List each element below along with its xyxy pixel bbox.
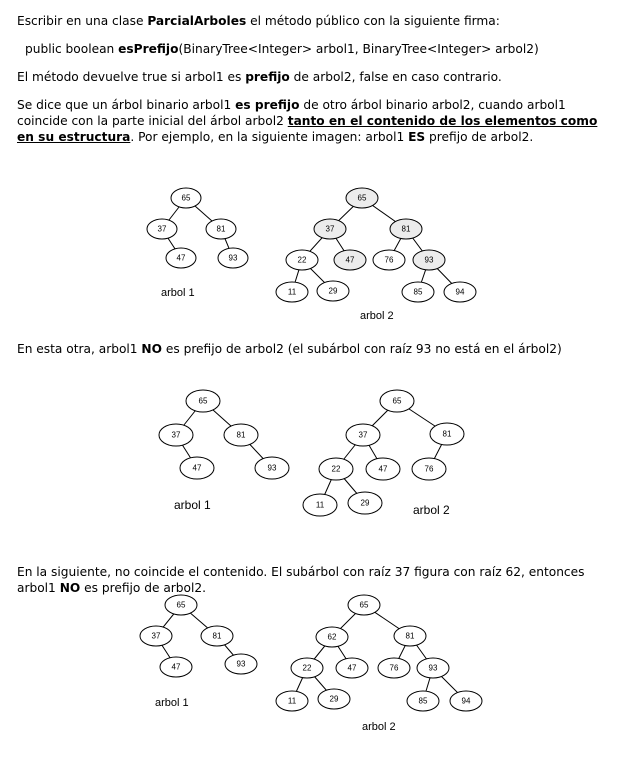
- definition-text: Se dice que un árbol binario arbol1: [17, 98, 236, 112]
- tree-node: [147, 219, 177, 239]
- tree-node: [180, 457, 214, 479]
- tree-node: [186, 390, 220, 412]
- signature-params: (BinaryTree<Integer> arbol1, BinaryTree<Integer> arbol2): [178, 42, 539, 56]
- example3-text-end: es prefijo de arbol2.: [80, 581, 207, 595]
- svg-text:22: 22: [302, 663, 312, 673]
- svg-text:11: 11: [315, 500, 325, 510]
- figure2-tree1: [159, 390, 289, 512]
- caption-arbol2: arbol 2: [413, 503, 450, 517]
- tree-node: [218, 248, 248, 268]
- svg-text:76: 76: [389, 663, 399, 673]
- tree-node: [348, 492, 382, 514]
- caption-arbol2: arbol 2: [362, 721, 396, 733]
- svg-text:93: 93: [424, 255, 434, 265]
- tree-node: [286, 250, 318, 270]
- svg-text:93: 93: [236, 659, 246, 669]
- svg-text:47: 47: [345, 255, 355, 265]
- svg-text:37: 37: [325, 224, 335, 234]
- svg-text:22: 22: [297, 255, 307, 265]
- svg-text:47: 47: [347, 663, 357, 673]
- svg-text:93: 93: [428, 663, 438, 673]
- tree-node: [417, 658, 449, 678]
- svg-text:29: 29: [329, 694, 339, 704]
- svg-text:81: 81: [442, 429, 452, 439]
- svg-text:47: 47: [192, 463, 202, 473]
- tree-node: [318, 689, 350, 709]
- signature-prefix: public boolean: [25, 42, 119, 56]
- tree-node: [348, 595, 380, 615]
- figure3-tree2: [276, 595, 482, 733]
- svg-text:37: 37: [157, 224, 167, 234]
- tree-node: [336, 658, 368, 678]
- svg-text:76: 76: [384, 255, 394, 265]
- svg-text:11: 11: [287, 696, 297, 706]
- tree-node: [430, 423, 464, 445]
- caption-arbol1: arbol 1: [155, 697, 189, 709]
- tree-node: [402, 282, 434, 302]
- tree-node: [444, 282, 476, 302]
- tree-node: [450, 691, 482, 711]
- svg-text:81: 81: [401, 224, 411, 234]
- svg-text:29: 29: [360, 498, 370, 508]
- svg-text:37: 37: [358, 430, 368, 440]
- svg-text:65: 65: [359, 600, 369, 610]
- es-emphasis: ES: [408, 130, 426, 144]
- example3-text: En la siguiente, no coincide el contenido. El subárbol con raíz 37 figura con raíz 62, entonces arbol1: [17, 565, 585, 595]
- svg-text:65: 65: [198, 396, 208, 406]
- structure-emphasis: tanto en el contenido de los elementos como en su estructura: [17, 114, 598, 144]
- svg-text:65: 65: [392, 396, 402, 406]
- intro-text: Escribir en una clase: [17, 14, 148, 28]
- svg-text:94: 94: [455, 287, 465, 297]
- tree-node: [380, 390, 414, 412]
- caption-arbol1: arbol 1: [161, 287, 195, 299]
- tree-node: [206, 219, 236, 239]
- svg-text:47: 47: [171, 662, 181, 672]
- svg-text:81: 81: [405, 631, 415, 641]
- tree-node: [413, 250, 445, 270]
- tree-node: [201, 626, 233, 646]
- tree-node: [412, 458, 446, 480]
- tree-node: [366, 458, 400, 480]
- svg-text:65: 65: [181, 193, 191, 203]
- tree-node: [224, 424, 258, 446]
- class-name: ParcialArboles: [147, 14, 247, 28]
- svg-text:81: 81: [236, 430, 246, 440]
- tree-node: [314, 219, 346, 239]
- svg-text:81: 81: [212, 631, 222, 641]
- svg-text:93: 93: [228, 253, 238, 263]
- svg-text:65: 65: [176, 600, 186, 610]
- tree-node: [171, 188, 201, 208]
- tree-node: [390, 219, 422, 239]
- caption-arbol1: arbol 1: [174, 498, 211, 512]
- svg-text:85: 85: [413, 287, 423, 297]
- tree-node: [160, 657, 192, 677]
- tree-node: [346, 188, 378, 208]
- figure1-tree2: [276, 188, 476, 322]
- svg-text:65: 65: [357, 193, 367, 203]
- svg-text:81: 81: [216, 224, 226, 234]
- tree-node: [378, 658, 410, 678]
- svg-text:37: 37: [171, 430, 181, 440]
- example2-text-end: es prefijo de arbol2 (el subárbol con raíz 93 no está en el árbol2): [161, 342, 562, 356]
- caption-arbol2: arbol 2: [360, 310, 394, 322]
- tree-node: [373, 250, 405, 270]
- method-name: esPrefijo: [118, 42, 179, 56]
- svg-text:93: 93: [267, 463, 277, 473]
- tree-node: [165, 595, 197, 615]
- tree-node: [334, 250, 366, 270]
- return-text: El método devuelve true si arbol1 es: [17, 70, 246, 84]
- svg-text:47: 47: [176, 253, 186, 263]
- tree-node: [255, 457, 289, 479]
- tree-node: [276, 282, 308, 302]
- svg-text:62: 62: [327, 632, 337, 642]
- svg-text:47: 47: [378, 464, 388, 474]
- tree-node: [407, 691, 439, 711]
- figure1-tree1: [147, 188, 248, 299]
- tree-node: [346, 424, 380, 446]
- tree-node: [140, 626, 172, 646]
- tree-node: [316, 627, 348, 647]
- definition-text-mid: de otro árbol binario arbol2, cuando arbol1 coincide con la parte inicial del árbol arbol2: [17, 98, 566, 128]
- figure2-tree2: [303, 390, 464, 517]
- svg-text:94: 94: [461, 696, 471, 706]
- tree-node: [319, 458, 353, 480]
- tree-node: [291, 658, 323, 678]
- tree-node: [317, 281, 349, 301]
- svg-text:76: 76: [424, 464, 434, 474]
- no-emphasis: NO: [59, 581, 81, 595]
- figure3-tree1: [140, 595, 257, 709]
- example2-text: En esta otra, arbol1: [17, 342, 142, 356]
- svg-text:11: 11: [287, 287, 297, 297]
- example-intro: . Por ejemplo, en la siguiente imagen: arbol1: [130, 130, 409, 144]
- intro-text-end: el método público con la siguiente firma:: [246, 14, 500, 28]
- prefijo-term: prefijo: [245, 70, 290, 84]
- return-text-end: de arbol2, false en caso contrario.: [289, 70, 502, 84]
- tree-node: [166, 248, 196, 268]
- tree-node: [276, 691, 308, 711]
- tree-node: [303, 494, 337, 516]
- es-prefijo-term: es prefijo: [235, 98, 300, 112]
- tree-node: [159, 424, 193, 446]
- tree-node: [394, 626, 426, 646]
- svg-text:85: 85: [418, 696, 428, 706]
- svg-text:29: 29: [328, 286, 338, 296]
- svg-text:37: 37: [151, 631, 161, 641]
- tree-node: [225, 654, 257, 674]
- svg-text:22: 22: [331, 464, 341, 474]
- example-intro-end: prefijo de arbol2.: [425, 130, 534, 144]
- no-emphasis: NO: [141, 342, 162, 356]
